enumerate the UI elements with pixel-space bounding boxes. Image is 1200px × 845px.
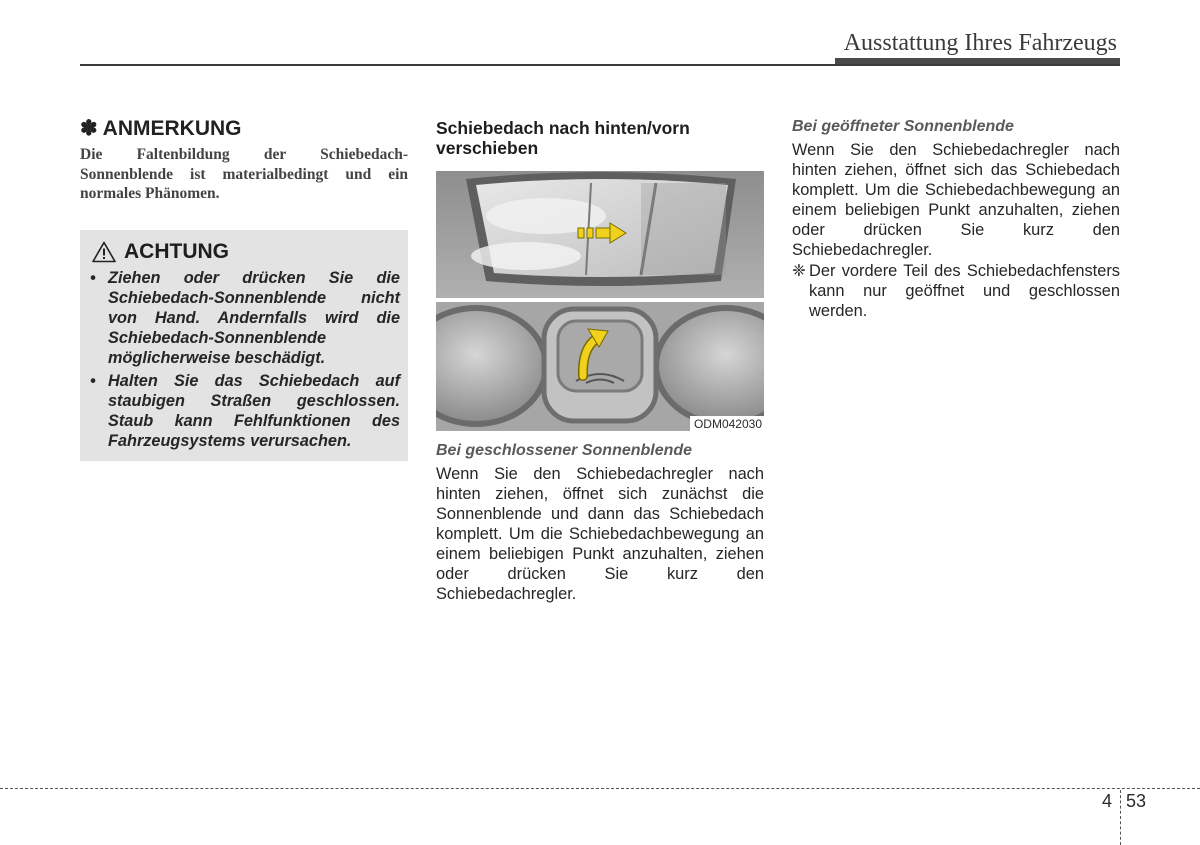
- warning-triangle-icon: [92, 241, 116, 263]
- caution-title: ACHTUNG: [124, 240, 229, 263]
- note-text: Die Faltenbildung der Schiebedach-Sonnenblende ist materialbedingt und ein normales Phänomen.: [80, 146, 408, 202]
- open-sunshade-heading: Bei geöffneter Sonnenblende: [792, 118, 1014, 135]
- page-number: 53: [1126, 791, 1147, 811]
- footer-separator: [1120, 790, 1121, 845]
- footer-rule: [0, 788, 1200, 789]
- footnote: [792, 261, 1120, 321]
- caution-item: • Halten Sie das Schiebedach auf staubigen Straßen geschlossen. Staub kann Fehlfunktionen des Fahrzeugsystems verursachen.: [90, 372, 400, 450]
- footnote-text: Der vordere Teil des Schiebedachfensters kann nur geöffnet und geschlossen werden.: [809, 262, 1120, 320]
- caution-item: • Ziehen oder drücken Sie die Schiebedach-Sonnenblende nicht von Hand. Andernfalls wird die Schiebedach-Sonnenblende möglicherweise beschädigt.: [90, 269, 400, 367]
- asterisk-icon: ✽: [80, 117, 98, 140]
- open-sunshade-text: Wenn Sie den Schiebedachregler nach hinten ziehen, öffnet sich das Schiebedach komplett. Um die Schiebedachbewegung an einem beliebigen Punkt anzuhalten, ziehen oder drücken Sie kurz den Schiebedachregler.: [792, 141, 1120, 259]
- section-heading: Schiebedach nach hinten/vorn verschieben: [436, 118, 690, 158]
- closed-sunshade-heading: Bei geschlossener Sonnenblende: [436, 442, 693, 459]
- caution-heading: [92, 240, 229, 264]
- note-title: ANMERKUNG: [102, 117, 242, 140]
- sunroof-photo: [436, 171, 764, 431]
- chapter-number: 4: [1102, 791, 1113, 811]
- running-header-title: Ausstattung Ihres Fahrzeugs: [843, 30, 1117, 56]
- header-rule: [80, 64, 1120, 66]
- footnote-symbol-icon: ❈: [792, 262, 806, 280]
- sunroof-control-illustration: [436, 171, 764, 431]
- note-heading: [80, 116, 242, 141]
- figure-label: ODM042030: [690, 416, 764, 431]
- caution-list: [90, 268, 400, 454]
- caution-box: [80, 230, 408, 461]
- closed-sunshade-text: Wenn Sie den Schiebedachregler nach hinten ziehen, öffnet sich zunächst die Sonnenblende und dann das Schiebedach komplett. Um die Schiebedachbewegung an einem beliebigen Punkt anzuhalten, ziehen oder drücken Sie kurz den Schiebedachregler.: [436, 465, 764, 603]
